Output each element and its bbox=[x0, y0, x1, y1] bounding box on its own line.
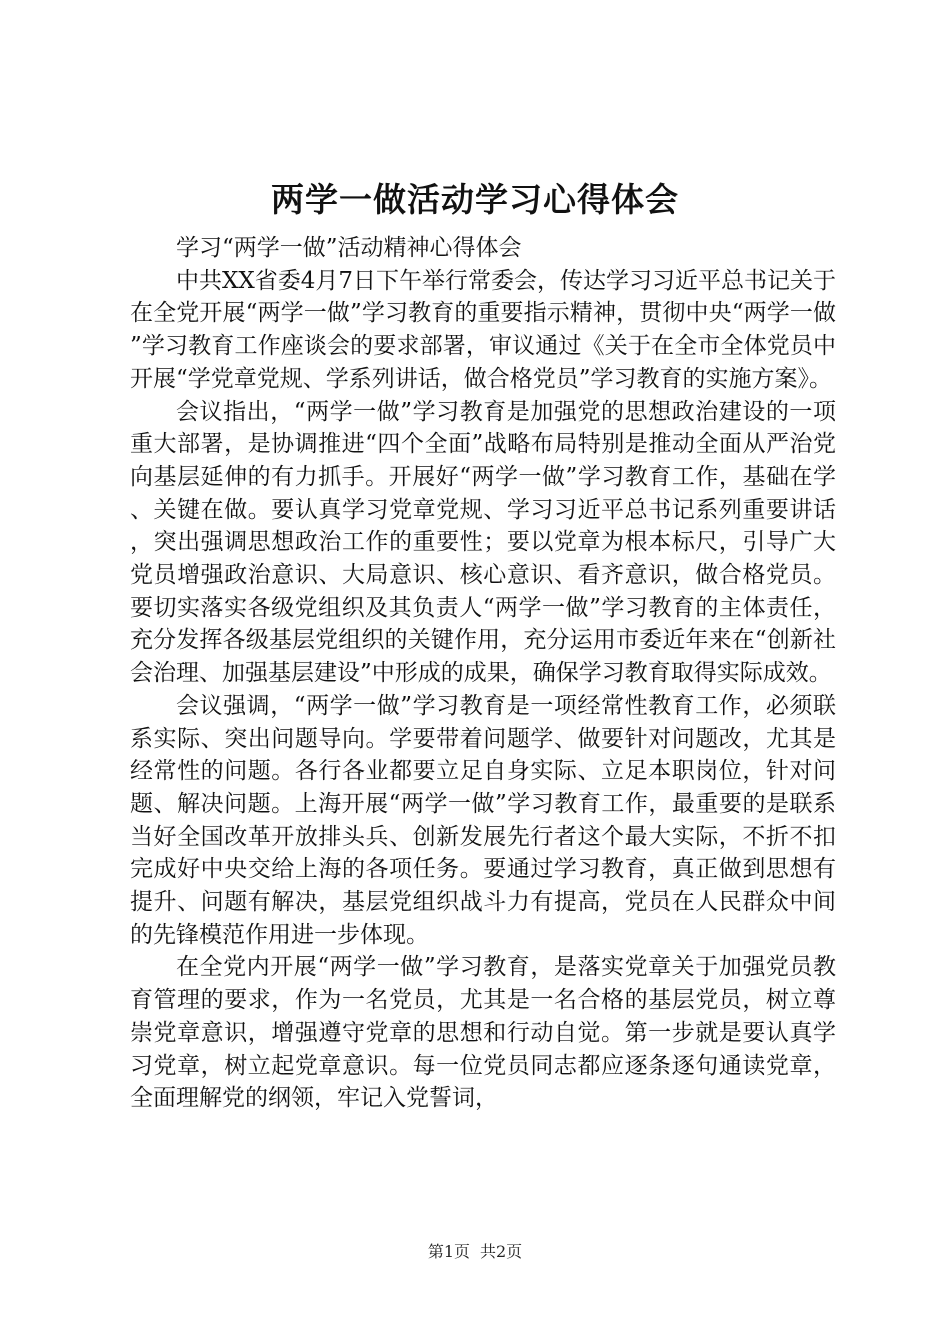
paragraph: 会议指出，“两学一做”学习教育是加强党的思想政治建设的一项重大部署，是协调推进“四个全面”战略布局特别是推动全面从严治党向基层延伸的有力抓手。开展好“两学一做”学习教育工作，基础在学、关键在做。要认真学习党章党规、学习习近平总书记系列重要讲话，突出强调思想政治工作的重要性；要以党章为根本标尺，引导广大党员增强政治意识、大局意识、核心意识、看齐意识，做合格党员。要切实落实各级党组织及其负责人“两学一做”学习教育的主体责任，充分发挥各级基层党组织的关键作用，充分运用市委近年来在“创新社会治理、加强基层建设”中形成的成果，确保学习教育取得实际成效。 bbox=[130, 398, 836, 687]
document-title: 两学一做活动学习心得体会 bbox=[271, 180, 679, 219]
paragraph: 在全党内开展“两学一做”学习教育，是落实党章关于加强党员教育管理的要求，作为一名党员，尤其是一名合格的基层党员，树立尊崇党章意识，增强遵守党章的思想和行动自觉。第一步就是要认真学习党章，树立起党章意识。每一位党员同志都应逐条逐句通读党章，全面理解党的纲领，牢记入党誓词， bbox=[130, 954, 836, 1112]
page-footer bbox=[0, 1240, 950, 1264]
subtitle-paragraph: 学习“两学一做”活动精神心得体会 bbox=[176, 235, 522, 261]
paragraph: 中共XX省委4月7日下午举行常委会，传达学习习近平总书记关于在全党开展“两学一做”学习教育的重要指示精神，贯彻中央“两学一做”学习教育工作座谈会的要求部署，审议通过《关于在全市全体党员中开展“学党章党规、学系列讲话，做合格党员”学习教育的实施方案》。 bbox=[130, 267, 837, 392]
paragraph: 会议强调，“两学一做”学习教育是一项经常性教育工作，必须联系实际、突出问题导向。学要带着问题学、做要针对问题改，尤其是经常性的问题。各行各业都要立足自身实际、立足本职岗位，针对问题、解决问题。上海开展“两学一做”学习教育工作，最重要的是联系当好全国改革开放排头兵、创新发展先行者这个最大实际，不折不扣完成好中央交给上海的各项任务。要通过学习教育，真正做到思想有提升、问题有解决，基层党组织战斗力有提高，党员在人民群众中间的先锋模范作用进一步体现。 bbox=[130, 692, 836, 948]
page-number: 第1页 bbox=[427, 1242, 470, 1261]
document-body bbox=[130, 232, 836, 1115]
page-total: 共2页 bbox=[480, 1242, 523, 1261]
